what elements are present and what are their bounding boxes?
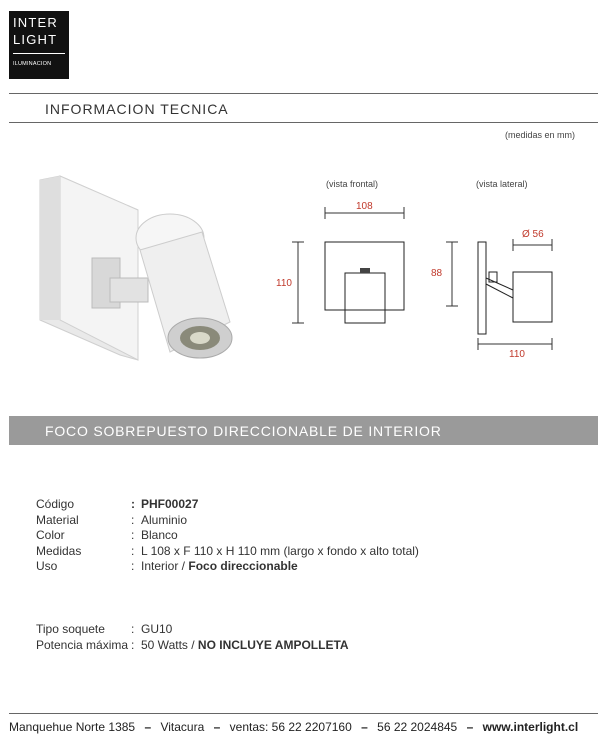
front-view-label: (vista frontal) <box>326 179 379 189</box>
front-width-dim: 108 <box>356 201 373 212</box>
section-rule <box>9 122 598 123</box>
side-view-drawing <box>440 220 570 360</box>
units-note: (medidas en mm) <box>505 130 576 140</box>
spec-list-electrical <box>0 622 611 658</box>
spec-value: L 108 x F 110 x H 110 mm (largo x fondo x alto total) <box>141 544 419 558</box>
spec-colon: : <box>131 559 135 573</box>
spec-value-main: Interior / <box>141 559 189 573</box>
spec-label: Material <box>36 513 79 527</box>
front-height-dim: 110 <box>276 278 292 289</box>
footer-phone-2: 56 22 2024845 <box>377 720 458 734</box>
logo-line-1: INTER <box>13 15 58 30</box>
side-depth-dim: 110 <box>509 349 525 360</box>
logo-rule <box>13 53 65 54</box>
spec-value: GU10 <box>141 622 173 636</box>
section-title: INFORMACION TECNICA <box>45 101 229 117</box>
spec-colon: : <box>131 544 135 558</box>
spec-value-extra: Foco direccionable <box>188 559 298 573</box>
footer-phone-sales: ventas: 56 22 2207160 <box>229 720 352 734</box>
footer-website-link[interactable]: www.interlight.cl <box>482 720 579 734</box>
footer-rule <box>9 713 598 714</box>
footer-address: Manquehue Norte 1385 <box>9 720 136 734</box>
spec-label: Uso <box>36 559 58 573</box>
side-height-dim: 88 <box>431 268 443 279</box>
spec-label: Tipo soquete <box>36 622 105 636</box>
spec-value <box>141 638 349 653</box>
spec-colon: : <box>131 622 135 636</box>
side-view-label: (vista lateral) <box>476 179 528 189</box>
spec-label: Color <box>36 528 65 542</box>
product-title-bar <box>9 416 598 445</box>
footer-sep: – <box>361 720 368 734</box>
spec-label: Potencia máxima <box>36 638 129 652</box>
front-view-drawing <box>280 195 420 335</box>
footer-sep: – <box>144 720 152 734</box>
product-image <box>30 170 270 370</box>
spec-value: PHF00027 <box>141 497 199 511</box>
brand-logo <box>9 11 69 79</box>
side-diameter-dim: Ø 56 <box>522 229 544 240</box>
product-title: FOCO SOBREPUESTO DIRECCIONABLE DE INTERIOR <box>45 423 442 439</box>
spec-colon: : <box>131 528 135 542</box>
top-rule <box>9 93 598 94</box>
footer-sep: – <box>213 720 221 734</box>
spec-value <box>141 559 298 574</box>
spec-value-main: 50 Watts / <box>141 638 198 652</box>
footer-city: Vitacura <box>160 720 205 734</box>
spec-label: Medidas <box>36 544 82 558</box>
footer-sep: – <box>466 720 474 734</box>
spec-colon: : <box>131 497 135 511</box>
spec-label: Código <box>36 497 75 511</box>
spec-list <box>0 497 611 577</box>
spec-value: Blanco <box>141 528 178 542</box>
spec-colon: : <box>131 638 135 652</box>
footer <box>9 720 578 734</box>
logo-line-3: ILUMINACION <box>13 61 52 67</box>
spec-value: Aluminio <box>141 513 188 527</box>
spec-colon: : <box>131 513 135 527</box>
spec-value-extra: NO INCLUYE AMPOLLETA <box>197 638 349 652</box>
logo-line-2: LIGHT <box>13 32 58 47</box>
